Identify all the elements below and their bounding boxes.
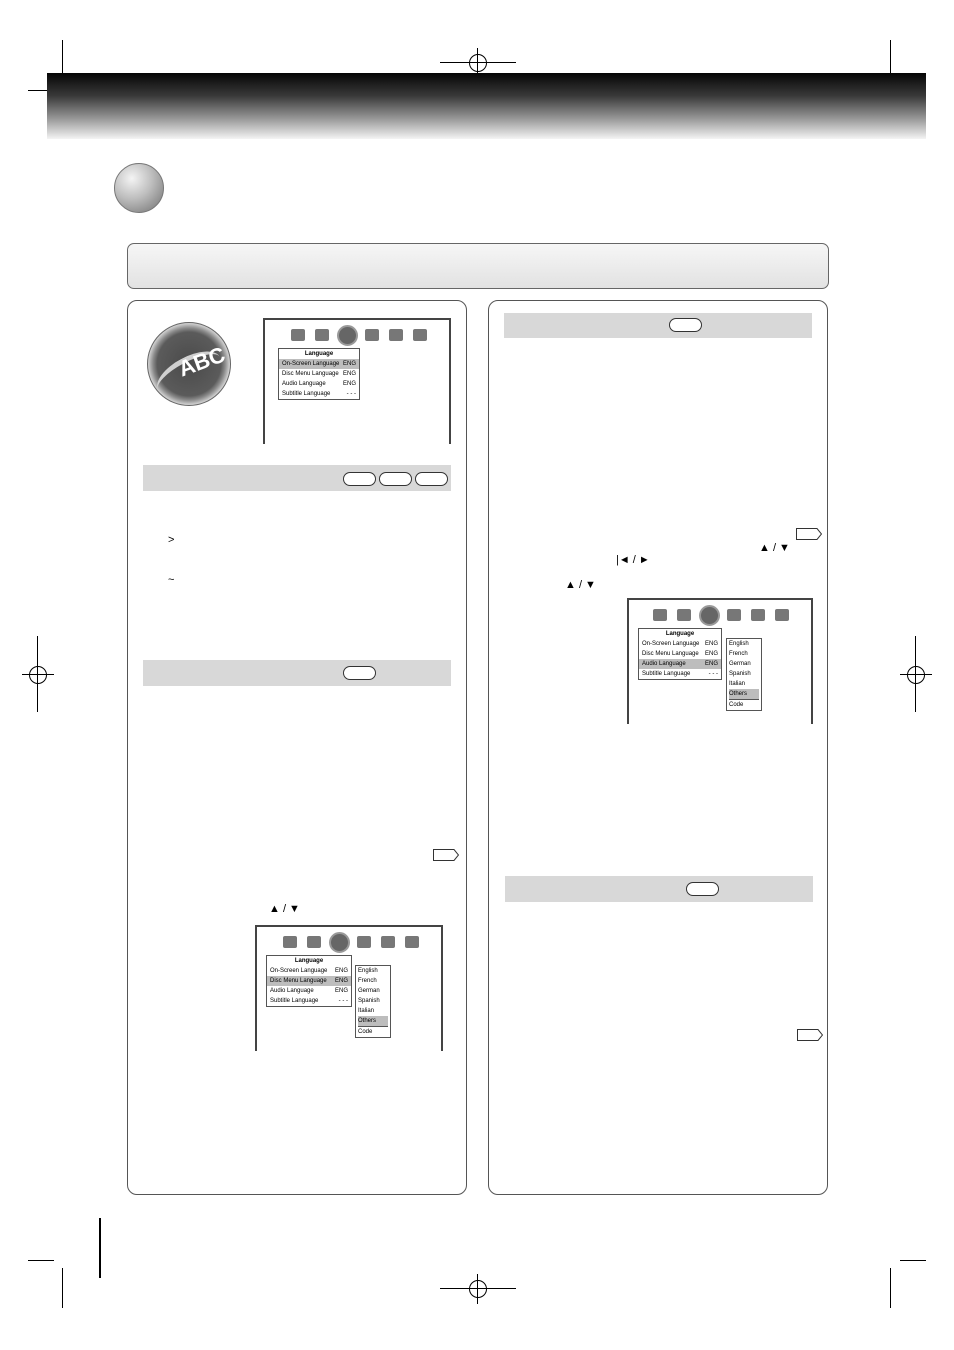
greater-than-glyph: > [168, 534, 175, 546]
disc-badge [379, 472, 412, 486]
menu-row-disc-menu[interactable]: Disc Menu Language ENG [267, 976, 351, 986]
language-submenu [726, 638, 762, 711]
language-icon [329, 932, 350, 953]
crop-mark [890, 1268, 891, 1308]
submenu-item[interactable]: Italian [358, 1008, 375, 1014]
osd-screen-audio [627, 598, 813, 724]
submenu-item[interactable]: French [358, 978, 377, 984]
section-bar-audio [504, 313, 812, 338]
submenu-item[interactable]: Spanish [358, 998, 380, 1004]
up-down-arrows: ▲ / ▼ [759, 542, 790, 554]
menu-row-audio[interactable]: Audio Language ENG [282, 381, 356, 387]
registration-target-bottom [440, 1274, 516, 1304]
registration-target-left [22, 636, 54, 712]
section-bar-subtitle [505, 876, 813, 902]
menu-row-disc-menu[interactable]: Disc Menu Language ENG [642, 651, 718, 657]
section-bar-disc-menu [143, 660, 451, 686]
page-ref-tag-icon [797, 1029, 823, 1041]
parental-icon [389, 329, 403, 341]
audio-icon [307, 936, 321, 948]
osd-screen-disc-menu [255, 925, 443, 1051]
language-icon [699, 605, 720, 626]
submenu-item[interactable]: German [729, 661, 751, 667]
up-down-arrows: ▲ / ▼ [269, 903, 300, 915]
dvd-setup-icon [291, 329, 305, 341]
menu-row-disc-menu[interactable]: Disc Menu Language ENG [282, 371, 356, 377]
language-icon [337, 325, 358, 346]
menu-row-onscreen[interactable]: On-Screen Language ENG [270, 968, 348, 974]
page-side-rule [99, 1218, 101, 1278]
left-right-arrows: |◄ / ► [616, 554, 650, 566]
menu-row-audio[interactable]: Audio Language ENG [639, 659, 721, 669]
submenu-code[interactable]: Code [729, 699, 759, 710]
menu-row-onscreen[interactable]: On-Screen Language ENG [279, 359, 359, 369]
up-down-arrows: ▲ / ▼ [565, 579, 596, 591]
others-icon [413, 329, 427, 341]
language-abc-icon: ABC [147, 322, 231, 406]
dvd-setup-icon [283, 936, 297, 948]
header-band [47, 73, 926, 139]
language-menu: Language On-Screen Language ENG Disc Menu Language ENG Audio Language ENG Subtitle Language - - - [266, 955, 352, 1007]
section-bullet-icon [114, 163, 164, 213]
display-icon [365, 329, 379, 341]
submenu-item[interactable]: Italian [729, 681, 746, 687]
submenu-item[interactable]: French [729, 651, 748, 657]
disc-badge [415, 472, 448, 486]
crop-mark [900, 1260, 926, 1261]
section-title-box [127, 243, 829, 289]
page-ref-tag-icon [796, 528, 822, 540]
dvd-badge [669, 318, 702, 332]
submenu-code[interactable]: Code [358, 1026, 388, 1037]
dvd-badge [343, 666, 376, 680]
tilde-glyph: ~ [168, 574, 175, 586]
osd-screen-language [263, 318, 451, 444]
parental-icon [381, 936, 395, 948]
dvd-badge [686, 882, 719, 896]
submenu-item[interactable]: Others [358, 1016, 388, 1026]
menu-row-subtitle[interactable]: Subtitle Language - - - [642, 671, 718, 677]
submenu-item[interactable]: English [358, 968, 378, 974]
crop-mark [28, 1260, 54, 1261]
menu-row-onscreen[interactable]: On-Screen Language ENG [642, 641, 718, 647]
dvd-setup-icon [653, 609, 667, 621]
parental-icon [751, 609, 765, 621]
registration-target-right [900, 636, 932, 712]
right-panel [488, 300, 828, 1195]
submenu-item[interactable]: Spanish [729, 671, 751, 677]
others-icon [775, 609, 789, 621]
menu-row-subtitle[interactable]: Subtitle Language - - - [282, 391, 356, 397]
submenu-item[interactable]: German [358, 988, 380, 994]
crop-mark [62, 1268, 63, 1308]
display-icon [727, 609, 741, 621]
menu-row-subtitle[interactable]: Subtitle Language - - - [270, 998, 348, 1004]
submenu-item[interactable]: Others [729, 689, 759, 699]
disc-badge [343, 472, 376, 486]
display-icon [357, 936, 371, 948]
others-icon [405, 936, 419, 948]
menu-row-audio[interactable]: Audio Language ENG [270, 988, 348, 994]
menu-title: Language [304, 351, 334, 357]
submenu-item[interactable]: English [729, 641, 749, 647]
page-ref-tag-icon [433, 849, 459, 861]
language-menu: Language On-Screen Language ENG Disc Menu Language ENG Audio Language ENG Subtitle Language - - - [638, 628, 722, 680]
audio-icon [677, 609, 691, 621]
language-menu [278, 348, 360, 400]
audio-icon [315, 329, 329, 341]
language-submenu [355, 965, 391, 1038]
